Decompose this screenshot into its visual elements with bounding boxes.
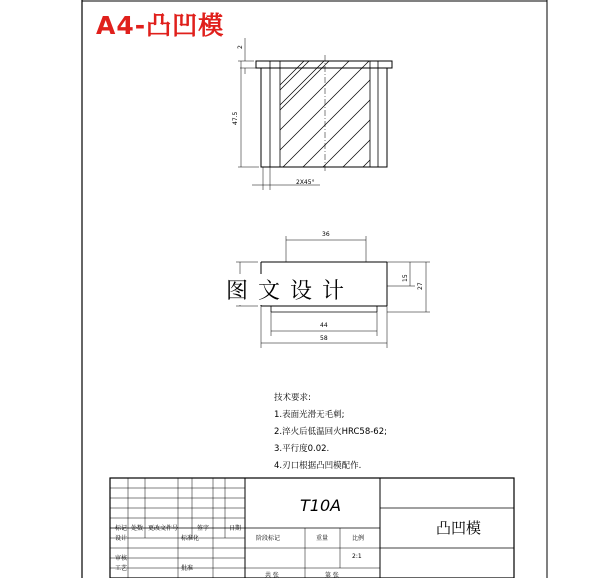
front-view [238, 38, 440, 205]
material-text: T10A [300, 496, 342, 515]
part-name-text: 凸凹模 [436, 519, 482, 537]
tech-heading: 技术要求: [274, 393, 311, 403]
dim-inner-width-text: 36 [322, 231, 330, 238]
tb-sheet-total: 共 张 [265, 572, 279, 579]
tech-item: 2.淬火后低温回火HRC58-62; [274, 427, 387, 437]
tb-label-stage: 阶段标记 [256, 535, 281, 542]
tb-label-designer: 设计 [115, 535, 128, 542]
tb-label-zone: 更改文件号 [148, 525, 179, 532]
tb-label-count: 处数 [131, 525, 144, 532]
dim-chamfer-text: 2X45° [296, 179, 315, 186]
tb-sheet-no: 第 张 [325, 572, 339, 579]
tech-item: 4.刃口根据凸凹模配作. [274, 461, 362, 471]
drawing-title: A4-凸凹模 [96, 11, 225, 40]
dim-outer-width-text: 58 [320, 335, 328, 342]
dim-hole-width-text: 44 [320, 322, 328, 329]
tb-scale-value: 2:1 [352, 553, 362, 560]
tb-label-weight: 重量 [316, 535, 329, 542]
tb-label-approve: 批准 [181, 565, 194, 572]
tech-requirements [274, 390, 387, 475]
dim-step-text: 15 [402, 274, 409, 282]
dim-height-text: 47.5 [232, 111, 239, 125]
tech-item: 1.表面光滑无毛刺; [274, 410, 345, 420]
tb-label-sign: 签字 [197, 525, 210, 532]
tb-label-date: 日期 [229, 525, 242, 532]
tb-label-craft: 工艺 [115, 565, 128, 572]
watermark-text: 图文设计 [224, 274, 356, 305]
tb-label-scale: 比例 [352, 535, 365, 542]
dim-height2-text: 27 [417, 282, 424, 290]
tech-item: 3.平行度0.02. [274, 444, 330, 454]
tb-label-checker: 审核 [115, 555, 128, 562]
dim-top-text: 2 [237, 45, 244, 49]
tb-label-mark: 标记 [115, 525, 128, 532]
tb-label-standard: 标准化 [181, 535, 200, 542]
